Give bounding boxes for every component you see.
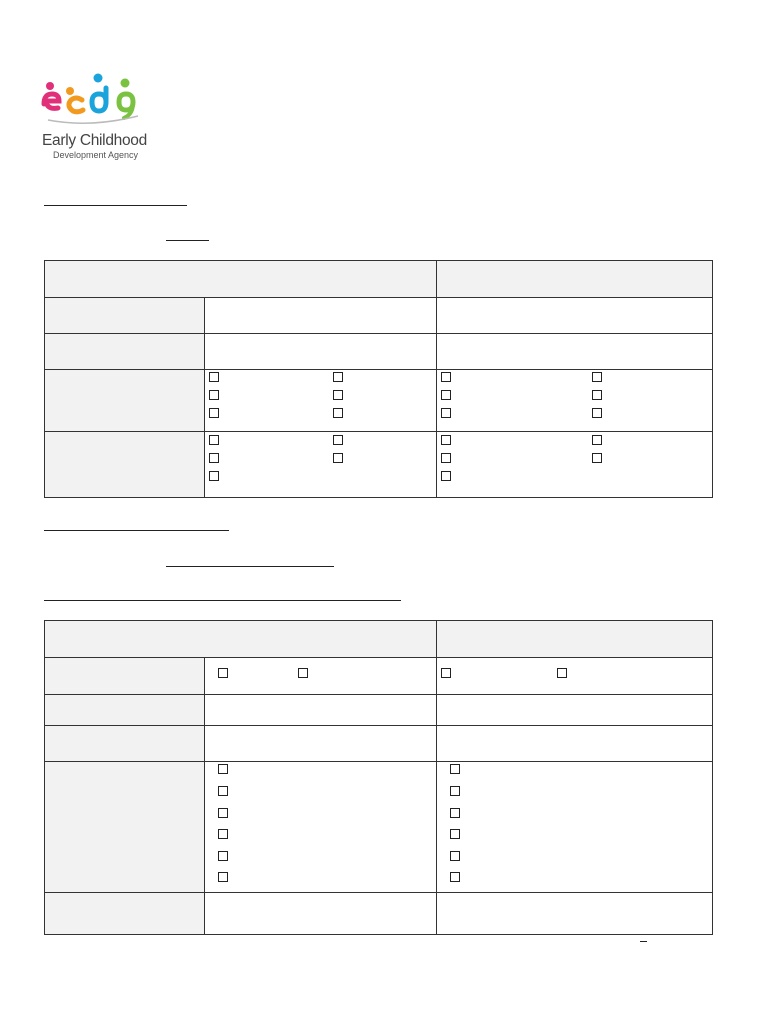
section1-field-underline [166, 240, 209, 241]
t1-row2-field-a[interactable] [205, 334, 437, 370]
t1-row3-label [45, 370, 205, 432]
t2-row2-field-a[interactable] [205, 695, 437, 726]
t1-row2-field-b[interactable] [437, 334, 713, 370]
checkbox-icon[interactable] [441, 471, 451, 481]
checkbox-icon[interactable] [441, 372, 451, 382]
t1-row3-options-b [437, 370, 713, 432]
checkbox-icon[interactable] [333, 372, 343, 382]
form-table-1 [44, 260, 713, 498]
checkbox-icon[interactable] [218, 786, 228, 796]
t1-row1-field-b[interactable] [437, 298, 713, 334]
checkbox-icon[interactable] [441, 668, 451, 678]
checkbox-icon[interactable] [333, 390, 343, 400]
t1-header-right [437, 261, 713, 298]
agency-logo [40, 70, 150, 165]
t2-row1-label [45, 658, 205, 695]
checkbox-icon[interactable] [450, 808, 460, 818]
t2-row5-label [45, 893, 205, 935]
checkbox-icon[interactable] [592, 453, 602, 463]
ecdo-logo-mark-icon [40, 70, 150, 132]
checkbox-icon[interactable] [209, 471, 219, 481]
checkbox-icon[interactable] [450, 872, 460, 882]
checkbox-icon[interactable] [209, 453, 219, 463]
checkbox-icon[interactable] [450, 851, 460, 861]
t2-row5-field-b[interactable] [437, 893, 713, 935]
t2-row1-options-a [205, 658, 437, 695]
form-table-2 [44, 620, 713, 935]
t2-row4-options-a [205, 762, 437, 893]
checkbox-icon[interactable] [209, 390, 219, 400]
t1-row4-options-b [437, 432, 713, 498]
section2-heading-underline [44, 530, 229, 531]
footer-dash [640, 941, 647, 942]
checkbox-icon[interactable] [218, 668, 228, 678]
t2-row4-options-b [437, 762, 713, 893]
checkbox-icon[interactable] [333, 453, 343, 463]
t1-header-left [45, 261, 437, 298]
checkbox-icon[interactable] [218, 851, 228, 861]
t1-row1-label [45, 298, 205, 334]
checkbox-icon[interactable] [450, 829, 460, 839]
section1-heading-underline [44, 205, 187, 206]
checkbox-icon[interactable] [218, 872, 228, 882]
t1-row4-options-a [205, 432, 437, 498]
t1-row2-label [45, 334, 205, 370]
logo-text-line1: Early Childhood [42, 132, 147, 149]
checkbox-icon[interactable] [218, 829, 228, 839]
checkbox-icon[interactable] [592, 408, 602, 418]
checkbox-icon[interactable] [557, 668, 567, 678]
checkbox-icon[interactable] [441, 390, 451, 400]
checkbox-icon[interactable] [450, 764, 460, 774]
t2-row5-field-a[interactable] [205, 893, 437, 935]
checkbox-icon[interactable] [218, 808, 228, 818]
checkbox-icon[interactable] [592, 372, 602, 382]
checkbox-icon[interactable] [441, 408, 451, 418]
t2-header-right [437, 621, 713, 658]
checkbox-icon[interactable] [333, 408, 343, 418]
checkbox-icon[interactable] [218, 764, 228, 774]
checkbox-icon[interactable] [333, 435, 343, 445]
t2-row2-label [45, 695, 205, 726]
t1-row3-options-a [205, 370, 437, 432]
t2-header-left [45, 621, 437, 658]
t1-row4-label [45, 432, 205, 498]
checkbox-icon[interactable] [209, 408, 219, 418]
checkbox-icon[interactable] [592, 390, 602, 400]
t2-row3-field-b[interactable] [437, 726, 713, 762]
checkbox-icon[interactable] [450, 786, 460, 796]
checkbox-icon[interactable] [592, 435, 602, 445]
checkbox-icon[interactable] [298, 668, 308, 678]
section2-field-underline [166, 566, 334, 567]
t2-row2-field-b[interactable] [437, 695, 713, 726]
t1-row1-field-a[interactable] [205, 298, 437, 334]
checkbox-icon[interactable] [209, 372, 219, 382]
section2-subheading-underline [44, 600, 401, 601]
t2-row3-field-a[interactable] [205, 726, 437, 762]
checkbox-icon[interactable] [441, 435, 451, 445]
checkbox-icon[interactable] [441, 453, 451, 463]
checkbox-icon[interactable] [209, 435, 219, 445]
t2-row1-options-b [437, 658, 713, 695]
t2-row3-label [45, 726, 205, 762]
logo-text-line2: Development Agency [53, 150, 139, 160]
t2-row4-label [45, 762, 205, 893]
